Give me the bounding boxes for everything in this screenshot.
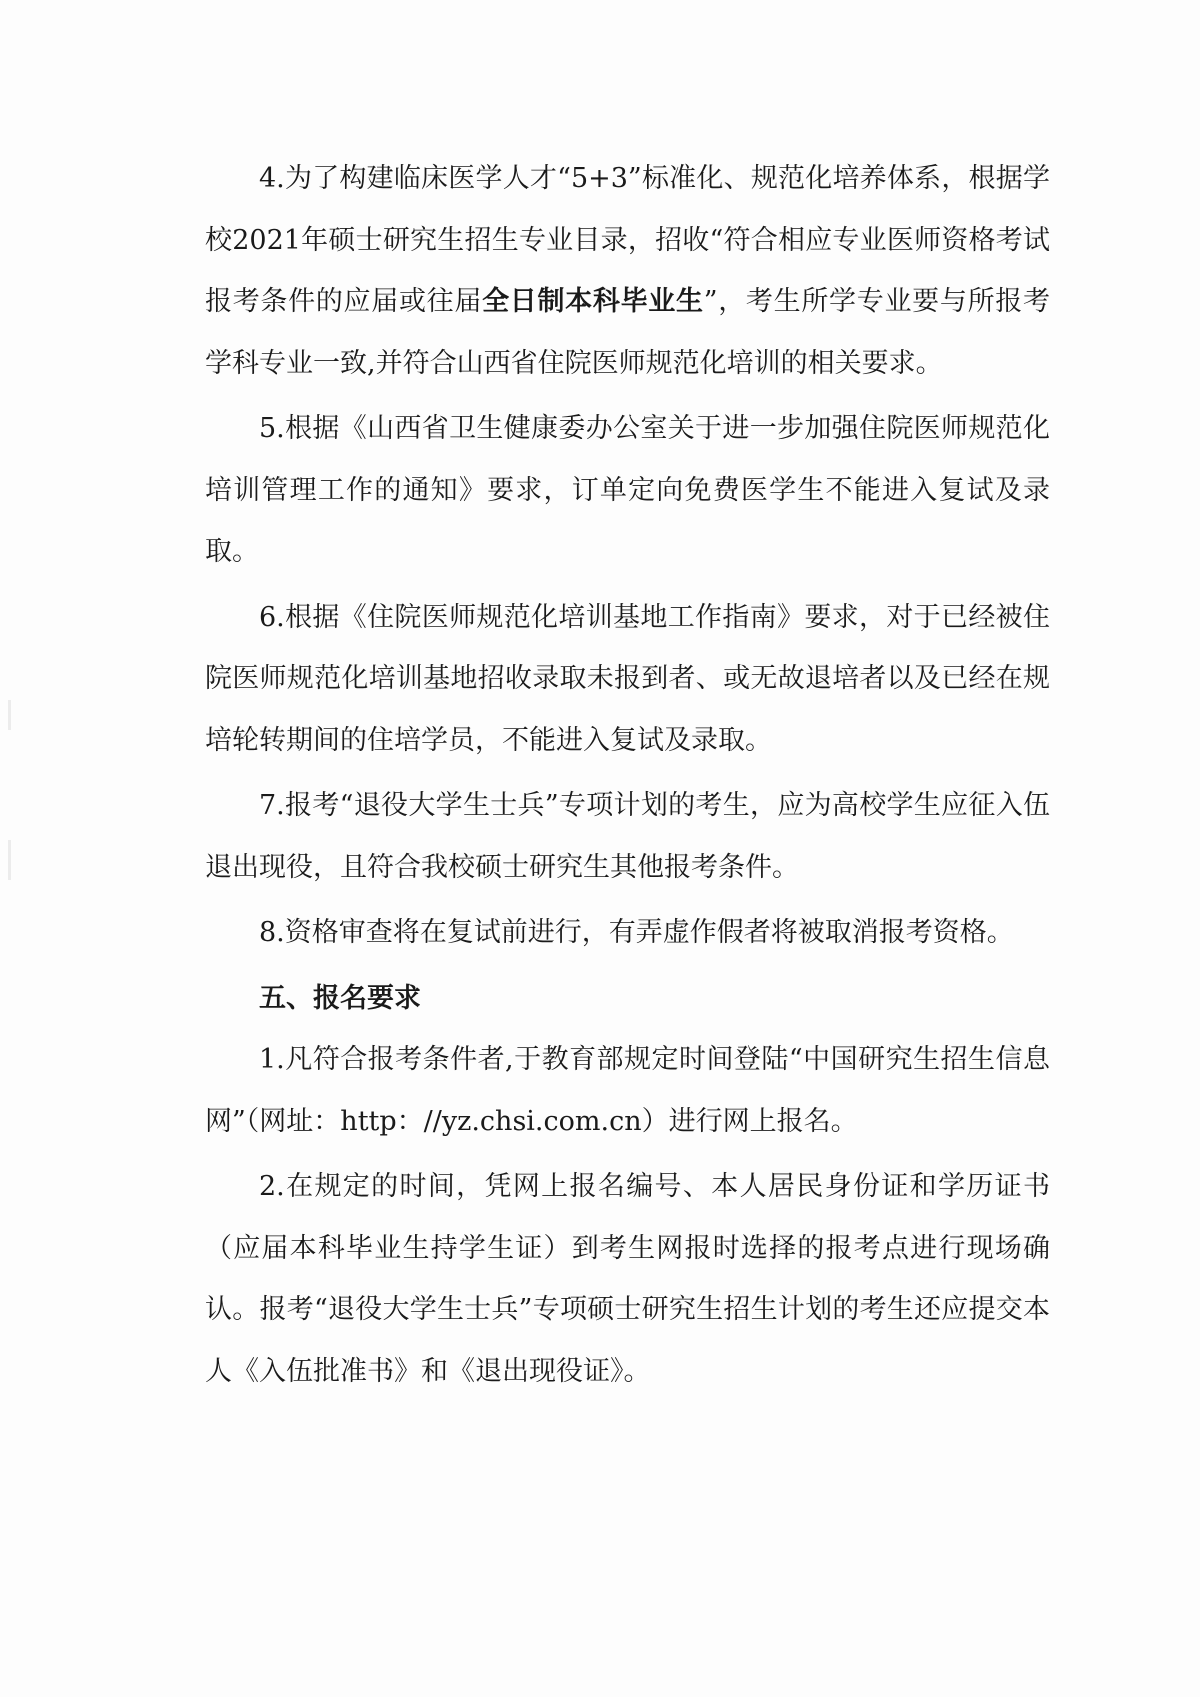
paragraph-text: 8.资格审查将在复试前进行，有弄虚作假者将被取消报考资格。	[259, 917, 1014, 948]
paragraph-text: 2.在规定的时间，凭网上报名编号、本人居民身份证和学历证书（应届本科毕业生持学生证）到考生网报时选择的报考点进行现场确认。报考“退役大学生士兵”专项硕士研究生招生计划的考生还应提交本人《入伍批准书》和《退出现役证》。	[205, 1171, 1050, 1387]
paragraph-item-7	[205, 775, 1050, 898]
section-heading: 五、报名要求	[259, 982, 421, 1014]
paragraph-item-4	[205, 148, 1050, 394]
scan-edge-mark	[8, 700, 11, 730]
scan-edge-mark	[8, 840, 11, 880]
bold-emphasis-text: 全日制本科毕业生	[482, 286, 704, 317]
paragraph-text: 5.根据《山西省卫生健康委办公室关于进一步加强住院医师规范化培训管理工作的通知》要求，订单定向免费医学生不能进入复试及录取。	[205, 413, 1050, 567]
paragraph-item-8	[205, 902, 1050, 964]
paragraph-item-5	[205, 398, 1050, 583]
paragraph-text: 1.凡符合报考条件者,于教育部规定时间登陆“中国研究生招生信息网”（网址：http：//yz.chsi.com.cn）进行网上报名。	[205, 1044, 1050, 1137]
document-body	[205, 148, 1050, 1402]
paragraph-text: 7.报考“退役大学生士兵”专项计划的考生，应为高校学生应征入伍退出现役，且符合我校硕士研究生其他报考条件。	[205, 790, 1050, 883]
paragraph-registration-1	[205, 1029, 1050, 1152]
paragraph-item-6	[205, 587, 1050, 772]
paragraph-registration-2	[205, 1156, 1050, 1402]
paragraph-text: 6.根据《住院医师规范化培训基地工作指南》要求，对于已经被住院医师规范化培训基地招收录取未报到者、或无故退培者以及已经在规培轮转期间的住培学员，不能进入复试及录取。	[205, 601, 1050, 756]
paragraph-text: 4.为了构建临床医学人才“5+3”标准化、规范化培养体系，根据学校2021年硕士研究生招生专业目录，招收“符合相应专业医师资格考试报考条件的应届或往届	[205, 163, 1050, 317]
paragraph-text: ”，考生所学专业要与所报考学科专业一致,并符合山西省住院医师规范化培训的相关要求。	[205, 286, 1050, 379]
